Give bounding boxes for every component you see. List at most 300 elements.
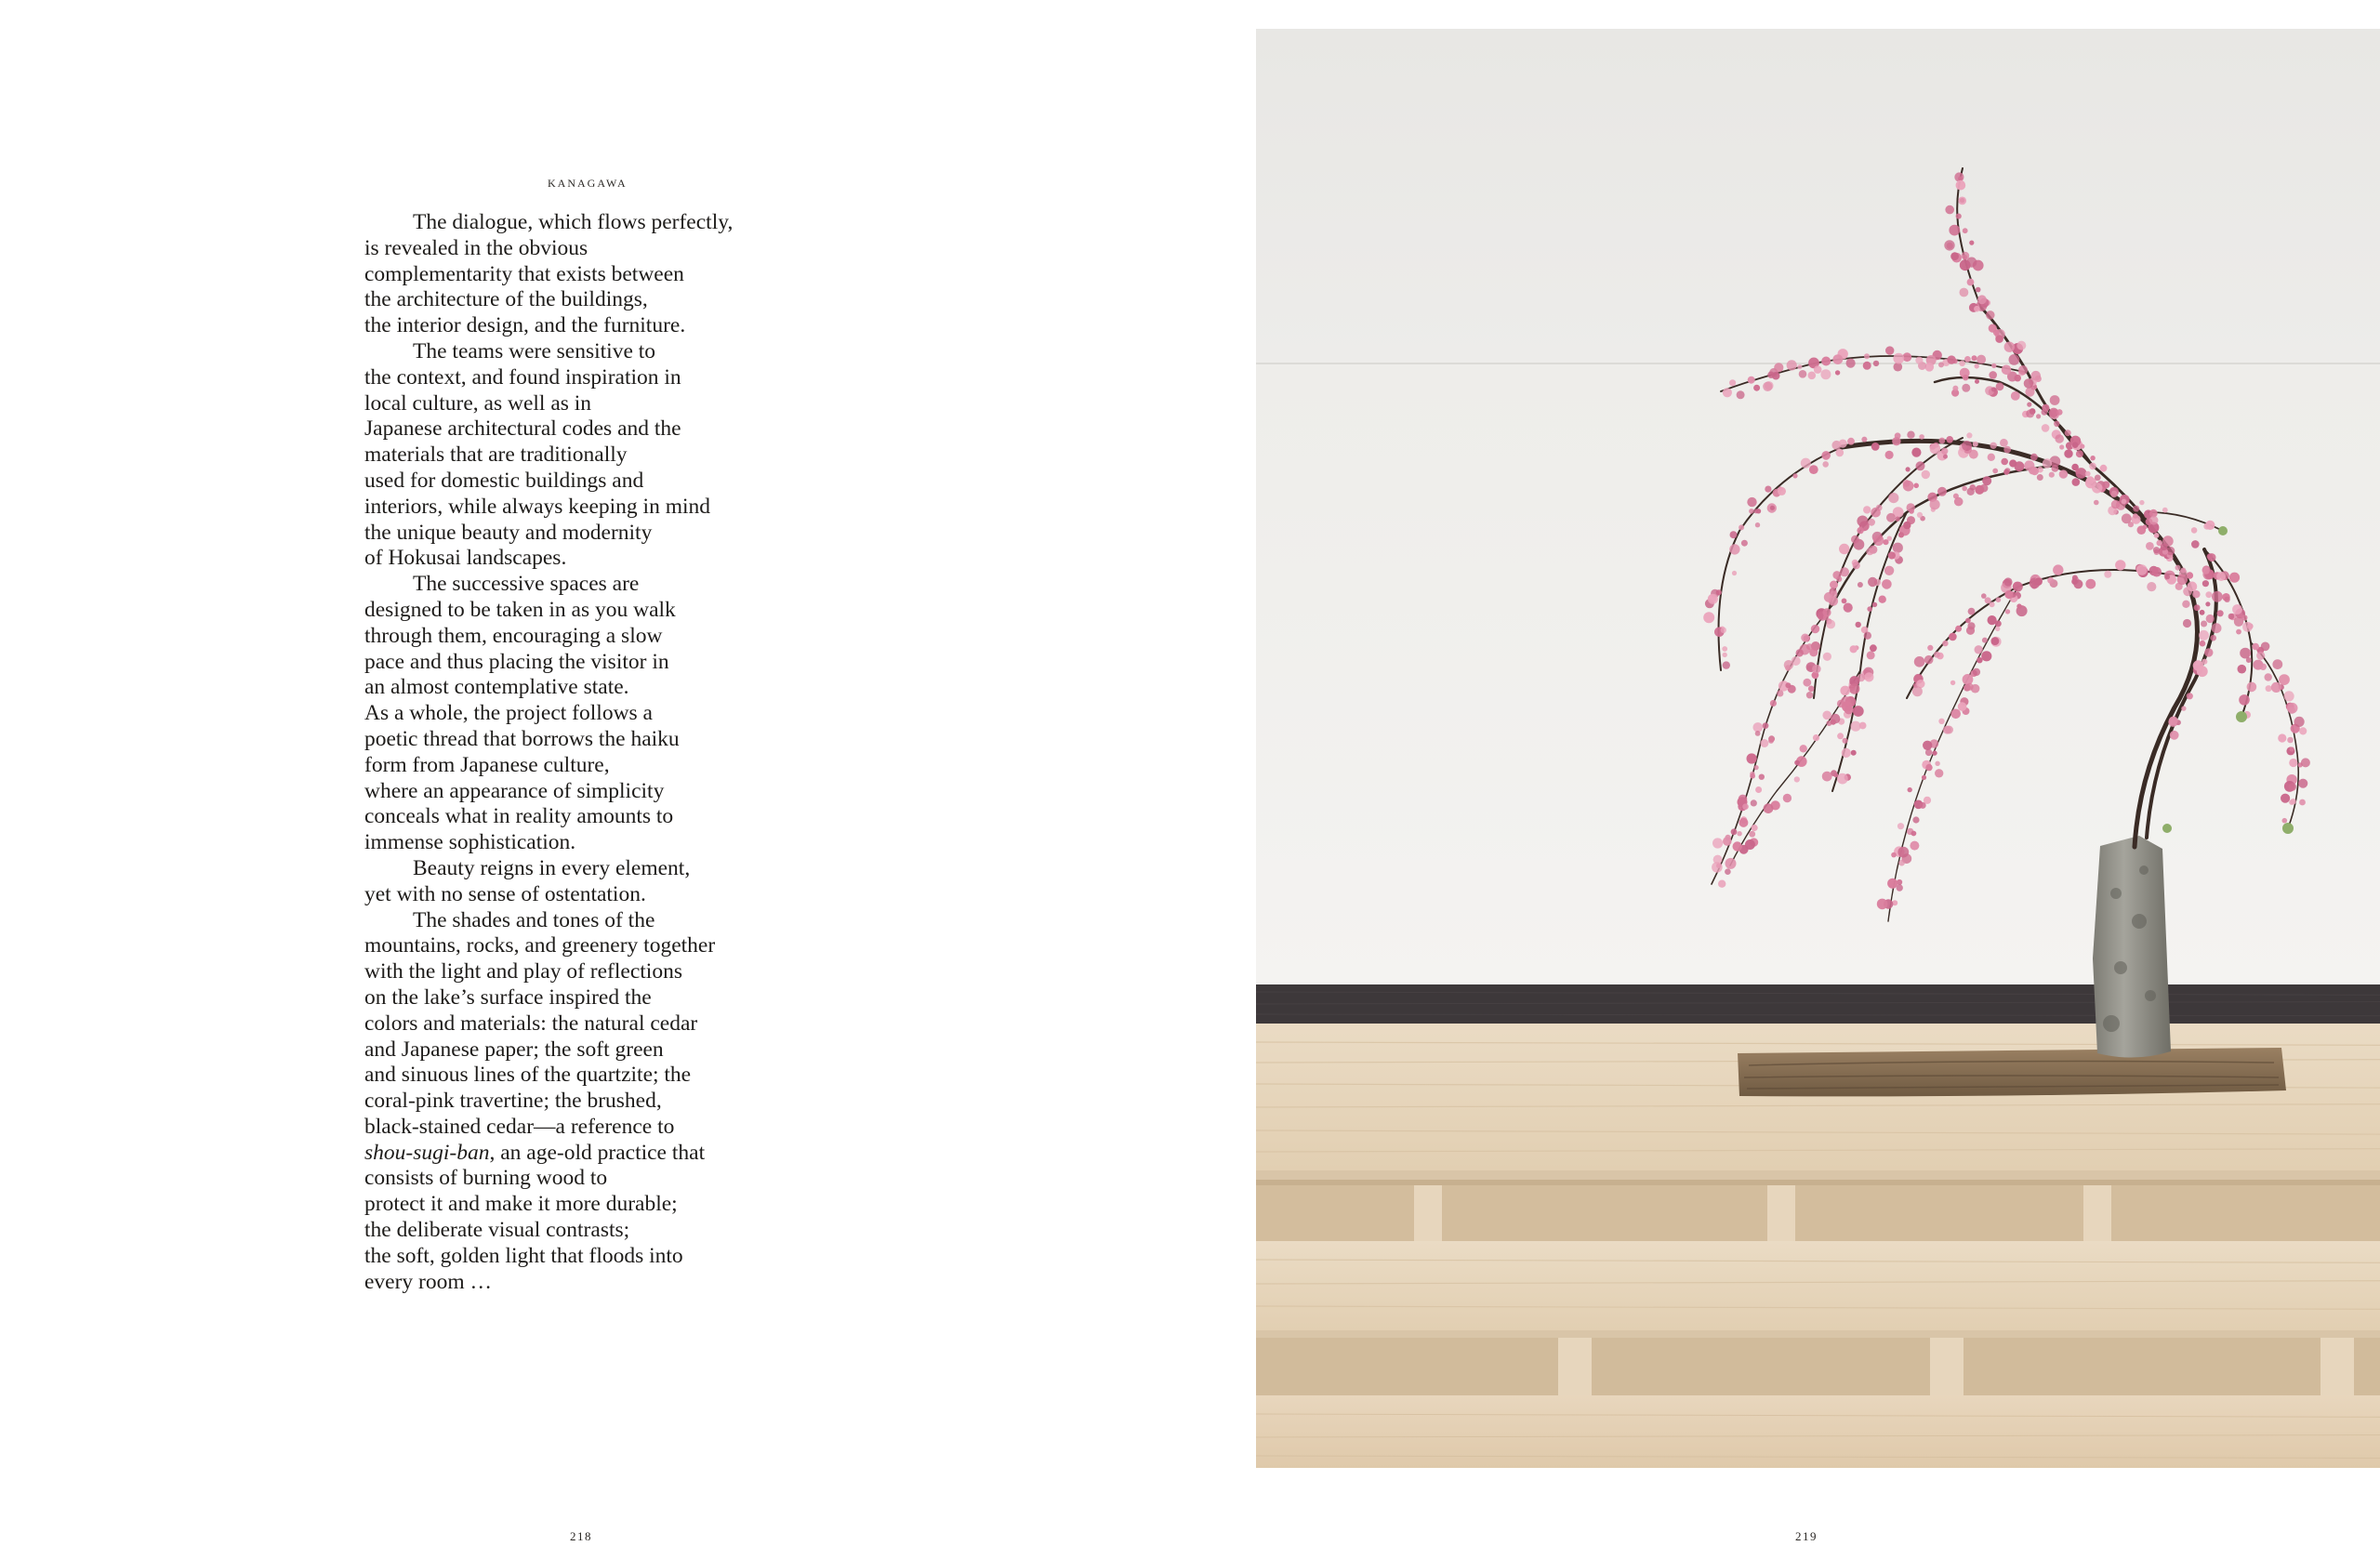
- blossom: [2191, 527, 2198, 534]
- blossom: [1893, 353, 1904, 364]
- text-line: [364, 1244, 792, 1270]
- text-line: [364, 1037, 792, 1064]
- blossom: [1906, 467, 1911, 471]
- blossom: [1960, 288, 1969, 297]
- blossom: [1763, 382, 1772, 391]
- blossom: [2200, 610, 2205, 615]
- blossom: [1731, 828, 1738, 835]
- blossom: [2147, 582, 2156, 591]
- blossom: [1745, 839, 1755, 850]
- blossom: [1886, 513, 1896, 522]
- blossom: [2003, 446, 2011, 454]
- text-line: [364, 985, 792, 1011]
- text-line: [364, 339, 792, 365]
- blossom: [1945, 726, 1953, 734]
- blossom: [1873, 361, 1879, 366]
- blossom: [1959, 361, 1965, 367]
- blossom: [2194, 604, 2201, 611]
- blossom: [1867, 606, 1872, 612]
- blossom: [1850, 721, 1860, 732]
- text-segment: protect it and make it more durable;: [364, 1192, 678, 1217]
- blossom: [2053, 564, 2063, 575]
- text-segment: As a whole, the project follows a: [364, 701, 653, 726]
- blossom: [2016, 603, 2021, 608]
- blossom: [1893, 543, 1903, 553]
- ceiling: [1256, 29, 2380, 363]
- blossom: [1737, 831, 1741, 836]
- blossom: [2146, 542, 2154, 550]
- blossom: [1778, 487, 1786, 495]
- blossom: [1759, 774, 1765, 780]
- blossom: [2139, 500, 2144, 505]
- blossom: [2240, 648, 2251, 659]
- blossom: [1768, 738, 1774, 744]
- blossom: [2059, 444, 2064, 449]
- text-line: [364, 753, 792, 779]
- blossom: [1723, 661, 1730, 668]
- text-segment: consists of burning wood to: [364, 1166, 608, 1191]
- blossom: [2205, 601, 2210, 606]
- text-line: [364, 495, 792, 521]
- blossom: [1755, 522, 1760, 527]
- text-segment: The successive spaces are: [413, 572, 640, 597]
- blossom: [2247, 682, 2257, 693]
- blossom: [1777, 690, 1783, 696]
- blossom: [2239, 694, 2250, 706]
- blossom: [1958, 702, 1967, 711]
- blossom: [2282, 818, 2288, 824]
- blossom: [2030, 454, 2038, 461]
- blossom: [1722, 646, 1727, 652]
- blossom: [1837, 773, 1848, 785]
- blossom: [2234, 617, 2243, 627]
- blossom: [1837, 733, 1844, 739]
- blossom: [1723, 837, 1732, 846]
- text-segment: black-stained cedar—a reference to: [364, 1114, 675, 1139]
- blossom: [1891, 852, 1897, 858]
- blossom: [2180, 568, 2186, 574]
- blossom: [1723, 653, 1727, 657]
- text-segment: and Japanese paper; the soft green: [364, 1037, 664, 1062]
- blossom: [2094, 500, 2099, 506]
- blossom: [1856, 622, 1861, 628]
- blossom: [1806, 643, 1813, 650]
- blossom: [1888, 551, 1896, 559]
- page-number-left: 218: [570, 1529, 592, 1543]
- blossom: [1770, 506, 1775, 510]
- blossom: [2054, 421, 2059, 427]
- blossom: [1938, 362, 1944, 367]
- blossom: [1863, 506, 1871, 513]
- blossom: [2162, 508, 2168, 513]
- blossom: [1990, 601, 1995, 607]
- blossom: [1988, 454, 1995, 461]
- blossom: [1914, 656, 1925, 667]
- text-line: [364, 365, 792, 391]
- blossom: [2201, 621, 2207, 628]
- blossom: [1861, 437, 1867, 443]
- blossom: [1839, 544, 1849, 554]
- blossom: [1739, 818, 1748, 827]
- text-line: [364, 391, 792, 417]
- blossom: [1749, 509, 1754, 514]
- blossom: [1832, 571, 1841, 579]
- blossom: [1785, 682, 1791, 688]
- blossom: [1725, 868, 1731, 875]
- blossom: [2003, 577, 2012, 586]
- blossom: [1721, 628, 1726, 633]
- blossom: [1840, 686, 1850, 696]
- ikebana-photograph: [1256, 29, 2380, 1468]
- blossom: [1946, 436, 1953, 443]
- text-line: [364, 521, 792, 547]
- text-segment: the interior design, and the furniture.: [364, 313, 686, 338]
- text-segment: The shades and tones of the: [413, 907, 655, 932]
- blossom: [1832, 354, 1843, 364]
- blossom: [1911, 448, 1921, 457]
- blossom: [2210, 635, 2216, 641]
- blossom: [2208, 553, 2216, 562]
- blossom: [2229, 573, 2240, 583]
- text-line: [364, 236, 792, 262]
- blossom: [1981, 651, 1991, 661]
- blossom: [1954, 497, 1964, 507]
- text-segment: form from Japanese culture,: [364, 752, 610, 777]
- blossom: [2024, 460, 2034, 470]
- blossom: [2256, 652, 2265, 660]
- lower-step-edge: [1256, 1330, 2380, 1338]
- blossom: [1977, 355, 1986, 364]
- blossom: [2289, 799, 2294, 805]
- text-segment: coral-pink travertine; the brushed,: [364, 1089, 662, 1114]
- blossom: [2191, 540, 2200, 548]
- text-line: [364, 727, 792, 753]
- blossom: [1949, 633, 1957, 641]
- blossom: [1809, 465, 1818, 474]
- blossom: [2037, 474, 2043, 481]
- blossom: [1955, 626, 1962, 632]
- blossom: [1879, 596, 1886, 603]
- blossom: [1924, 655, 1934, 665]
- blossom: [2294, 717, 2305, 727]
- blossom: [2152, 567, 2162, 577]
- blossom: [1841, 696, 1851, 707]
- text-segment: where an appearance of simplicity: [364, 778, 665, 803]
- blossom: [2299, 799, 2306, 806]
- blossom: [2165, 575, 2170, 579]
- blossom: [2085, 471, 2091, 477]
- blossom: [1733, 841, 1742, 851]
- text-segment: with the light and play of reflections: [364, 959, 682, 984]
- blossom: [1966, 432, 1972, 438]
- text-line: [364, 650, 792, 676]
- blossom: [1938, 719, 1944, 724]
- blossom: [1964, 356, 1971, 363]
- blossom: [1883, 539, 1888, 545]
- blossom: [1799, 370, 1807, 378]
- blossom: [2149, 516, 2159, 525]
- blossom: [2192, 590, 2200, 598]
- blossom: [1982, 476, 1991, 485]
- blossom: [1808, 686, 1815, 693]
- blossom: [2056, 409, 2063, 416]
- blossom: [2181, 706, 2186, 710]
- blossom: [2005, 609, 2010, 614]
- blossom: [1972, 355, 1977, 361]
- blossom: [1909, 509, 1914, 514]
- blossom: [2298, 779, 2307, 788]
- blossom: [2260, 664, 2267, 670]
- blossom: [1976, 287, 1981, 293]
- text-line: [364, 262, 792, 288]
- blossom: [1919, 434, 1924, 440]
- blossom: [1765, 486, 1771, 493]
- blossom: [1801, 458, 1811, 469]
- text-segment: an almost contemplative state.: [364, 675, 629, 700]
- platform-edge: [1256, 1170, 2380, 1180]
- text-line: [364, 933, 792, 959]
- blossom: [1996, 597, 2002, 602]
- blossom: [1820, 369, 1831, 379]
- text-segment: of Hokusai landscapes.: [364, 546, 567, 571]
- blossom: [1917, 512, 1923, 518]
- blossom: [2271, 682, 2281, 693]
- blossom: [1969, 241, 1974, 245]
- text-line: [364, 856, 792, 882]
- blossom: [1864, 353, 1870, 359]
- blossom: [1884, 566, 1894, 575]
- blossom: [1843, 738, 1848, 744]
- blossom: [2205, 521, 2215, 530]
- blossom: [2003, 469, 2009, 475]
- blossom: [2187, 693, 2193, 699]
- blossom: [1887, 879, 1897, 889]
- blossom: [1913, 483, 1919, 489]
- blossom: [2290, 746, 2294, 751]
- blossom: [2071, 578, 2078, 585]
- blossom: [1784, 660, 1793, 669]
- text-segment: the soft, golden light that floods into: [364, 1243, 683, 1268]
- blossom: [1873, 535, 1884, 546]
- blossom: [1857, 527, 1863, 534]
- blossom: [1767, 372, 1774, 378]
- text-line: [364, 1011, 792, 1037]
- blossom: [1813, 734, 1819, 741]
- text-segment: yet with no sense of ostentation.: [364, 881, 646, 906]
- blossom: [1927, 645, 1933, 651]
- blossom: [1977, 295, 1987, 304]
- blossom: [2052, 465, 2059, 472]
- blossom: [1992, 469, 1998, 474]
- blossom: [1977, 657, 1982, 663]
- text-line: [364, 675, 792, 701]
- blossom: [2242, 622, 2253, 632]
- blossom: [1783, 794, 1792, 802]
- blossom: [1839, 440, 1847, 448]
- blossom: [2136, 564, 2148, 575]
- blossom: [2161, 543, 2168, 550]
- lower-step-top: [1256, 1241, 2380, 1330]
- blossom: [2034, 577, 2043, 586]
- blossom: [2043, 458, 2052, 468]
- blossom: [2175, 565, 2181, 571]
- blossom: [1730, 531, 1738, 538]
- text-line: [364, 882, 792, 908]
- blossom: [1986, 310, 1995, 320]
- blossom: [2199, 630, 2209, 641]
- text-line: [364, 287, 792, 313]
- blossom: [1801, 634, 1809, 642]
- blossom: [1851, 750, 1857, 756]
- blossom: [1751, 799, 1757, 806]
- blossom: [1888, 493, 1898, 503]
- blossom: [2072, 478, 2081, 486]
- blossom: [1962, 441, 1972, 451]
- blossom: [1934, 652, 1940, 658]
- blossom: [2055, 434, 2064, 443]
- blossom: [1732, 571, 1737, 575]
- blossom: [1857, 516, 1868, 527]
- blossom: [1742, 803, 1749, 810]
- blossom: [1973, 442, 1978, 447]
- text-segment: and sinuous lines of the quartzite; the: [364, 1063, 692, 1088]
- blossom: [1950, 680, 1955, 685]
- blossom: [1937, 487, 1947, 496]
- blossom: [2170, 731, 2179, 740]
- text-segment: The dialogue, which flows perfectly,: [413, 210, 734, 234]
- text-line: [364, 572, 792, 598]
- blossom: [1794, 760, 1800, 766]
- blossom: [1942, 641, 1948, 646]
- blossom: [1844, 603, 1853, 613]
- blossom: [2301, 758, 2310, 767]
- blossom: [2004, 342, 2015, 352]
- blossom: [1822, 461, 1829, 468]
- blossom: [1990, 443, 1997, 449]
- blossom: [1944, 240, 1954, 250]
- blossom: [2095, 475, 2101, 482]
- blossom: [2049, 472, 2055, 478]
- blossom: [1963, 228, 1968, 233]
- blossom: [2202, 580, 2209, 587]
- blossom: [1966, 627, 1975, 635]
- blossom: [1864, 672, 1873, 681]
- blossom: [1968, 608, 1976, 615]
- blossom: [1907, 431, 1914, 439]
- blossom: [1811, 625, 1819, 633]
- blossom: [1922, 470, 1930, 479]
- text-segment: is revealed in the obvious: [364, 235, 588, 260]
- blossom: [1858, 582, 1863, 588]
- ikebana-illustration: [1256, 29, 2380, 1468]
- blossom: [1868, 577, 1877, 587]
- blossom: [2025, 388, 2034, 397]
- text-line: [364, 313, 792, 339]
- blossom: [1925, 764, 1932, 771]
- blossom: [2024, 378, 2033, 388]
- blossom: [1821, 451, 1831, 460]
- blossom: [1950, 709, 1961, 720]
- blossom: [1922, 775, 1926, 780]
- blossom: [1755, 731, 1761, 736]
- blossom: [1850, 645, 1858, 653]
- blossom: [1975, 379, 1979, 384]
- blossom: [1867, 651, 1875, 659]
- italic-term: shou-sugi-ban: [364, 1140, 490, 1165]
- blossom: [1877, 899, 1888, 910]
- blossom: [1823, 614, 1829, 620]
- text-segment: on the lake’s surface inspired the: [364, 984, 652, 1010]
- text-line: [364, 830, 792, 856]
- text-line: [364, 546, 792, 572]
- blossom: [2050, 395, 2060, 405]
- blossom: [2272, 659, 2282, 669]
- blossom: [1749, 831, 1755, 838]
- blossom: [2232, 604, 2242, 614]
- text-line: [364, 598, 792, 624]
- blossom: [1747, 497, 1756, 507]
- blossom: [2015, 461, 2025, 471]
- blossom: [1840, 567, 1849, 576]
- blossom: [1737, 390, 1745, 399]
- platform-top: [1256, 1024, 2380, 1170]
- blossom: [2278, 733, 2286, 742]
- blossom: [1996, 382, 2004, 390]
- text-segment: Beauty reigns in every element,: [413, 855, 691, 880]
- text-segment: designed to be taken in as you walk: [364, 597, 676, 622]
- blossom: [2289, 759, 2297, 767]
- text-segment: Japanese architectural codes and the: [364, 416, 681, 442]
- blossom: [2216, 572, 2226, 581]
- blossom: [1975, 363, 1979, 368]
- blossom: [1718, 880, 1726, 888]
- blossom: [2246, 657, 2252, 663]
- text-segment: the unique beauty and modernity: [364, 520, 653, 545]
- blossom: [1941, 448, 1948, 455]
- blossom: [1831, 720, 1836, 725]
- text-segment: pace and thus placing the visitor in: [364, 649, 669, 674]
- blossom: [2047, 577, 2054, 584]
- blossom: [1826, 620, 1835, 629]
- blossom: [1935, 769, 1943, 777]
- blossom: [1991, 637, 2000, 645]
- blossom: [1851, 535, 1859, 544]
- text-segment: complementarity that exists between: [364, 261, 684, 286]
- blossom: [1748, 377, 1755, 384]
- blossom: [2090, 456, 2095, 460]
- blossom: [1812, 665, 1820, 673]
- blossom: [1974, 306, 1980, 312]
- body-text: [364, 210, 792, 1295]
- blossom: [1754, 509, 1759, 513]
- blossom: [1920, 802, 1926, 809]
- blossom: [1760, 739, 1768, 747]
- blossom: [2177, 575, 2188, 585]
- blossom: [1770, 700, 1777, 707]
- blossom: [1911, 831, 1917, 837]
- blossom: [1808, 372, 1817, 380]
- blossom: [2089, 463, 2096, 470]
- blossom: [1849, 683, 1860, 694]
- blossom: [1943, 455, 1948, 459]
- text-segment: used for domestic buildings and: [364, 468, 644, 493]
- text-line: [364, 1192, 792, 1218]
- blossom: [2183, 619, 2191, 628]
- blossom: [2042, 424, 2050, 432]
- right-page: [1190, 0, 2380, 1559]
- blossom: [2064, 449, 2072, 457]
- blossom: [1989, 371, 1997, 379]
